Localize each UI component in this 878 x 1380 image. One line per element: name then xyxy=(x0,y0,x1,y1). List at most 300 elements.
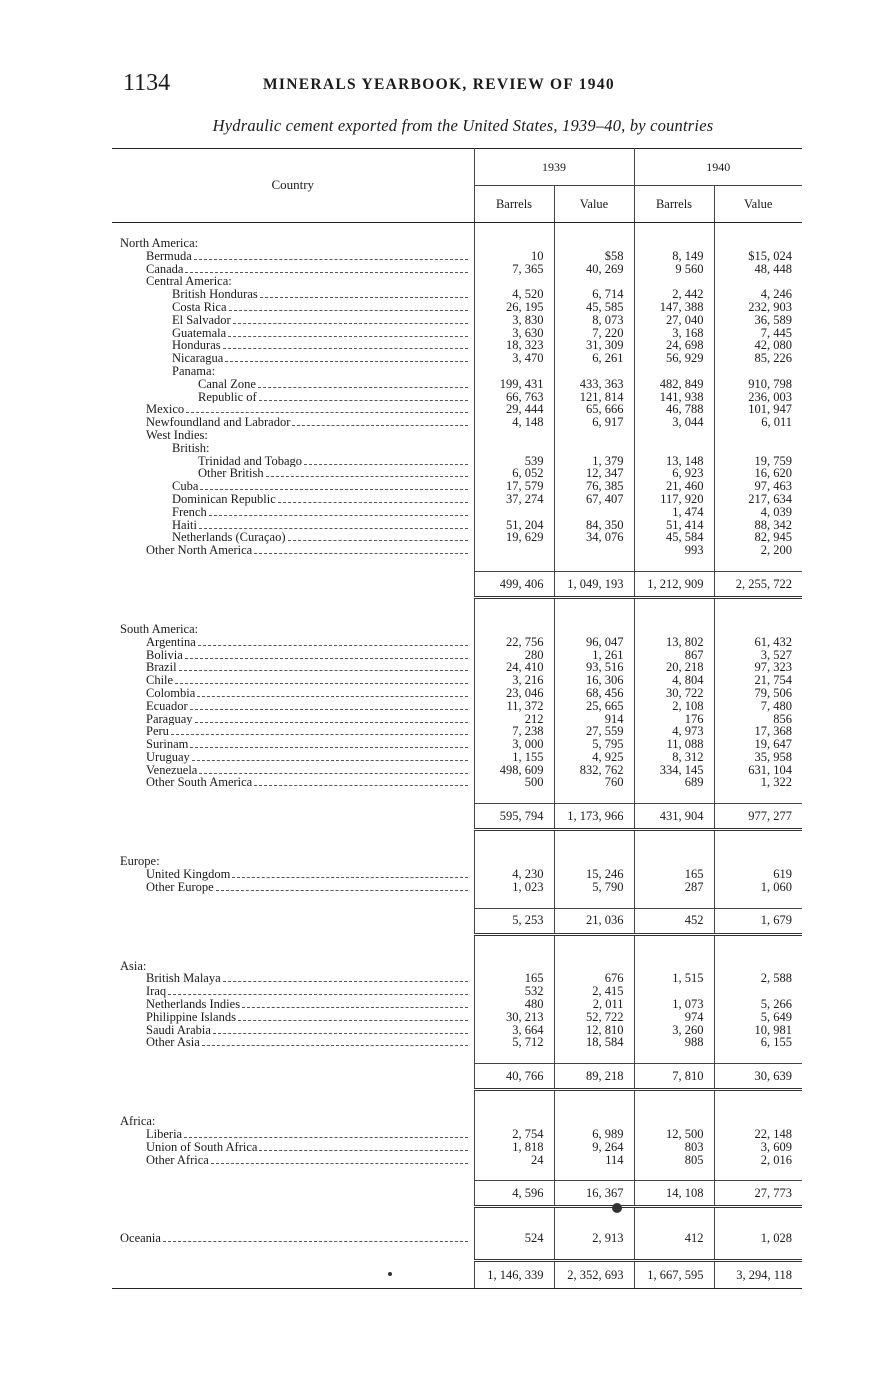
row-label-text: Ecuador xyxy=(146,699,188,713)
barrels-1939-cell xyxy=(474,442,554,455)
value-1939-cell: 5, 790 xyxy=(554,881,634,894)
spacer-row xyxy=(112,1090,802,1116)
value-1939-cell: 4, 925 xyxy=(554,751,634,764)
barrels-1940-cell: 334, 145 xyxy=(634,764,714,777)
row-label-text: Guatemala xyxy=(172,326,227,340)
row-label-text: Other Africa xyxy=(146,1153,209,1167)
country-label xyxy=(112,301,474,314)
dot-leader xyxy=(171,725,468,735)
value-1940-cell: 30, 639 xyxy=(714,1064,802,1090)
value-1940-cell: 1, 028 xyxy=(714,1232,802,1245)
row-label-text: Other British xyxy=(198,467,264,481)
row-label-text: Other Asia xyxy=(146,1036,200,1050)
value-1939-cell: 84, 350 xyxy=(554,519,634,532)
empty-cell xyxy=(554,237,634,250)
barrels-1939-cell: 199, 431 xyxy=(474,378,554,391)
row-label-text: Other Europe xyxy=(146,880,214,894)
value-1940-cell: 6, 155 xyxy=(714,1036,802,1049)
page-header xyxy=(123,70,803,100)
row-label-text: Bolivia xyxy=(146,648,183,662)
row-label-text: Dominican Republic xyxy=(172,492,276,506)
label-with-leader xyxy=(146,403,468,416)
label-with-leader xyxy=(172,288,468,301)
table-row xyxy=(112,868,802,881)
region-total-row xyxy=(112,1064,802,1090)
dot-leader xyxy=(278,493,468,503)
spacer-cell xyxy=(714,1245,802,1261)
value-1940-cell: 22, 148 xyxy=(714,1128,802,1141)
country-label xyxy=(112,250,474,263)
barrels-1940-cell: 1, 212, 909 xyxy=(634,571,714,597)
dot-leader xyxy=(184,1128,467,1138)
barrels-1940-cell: 4, 973 xyxy=(634,725,714,738)
value-1939-cell: 68, 456 xyxy=(554,687,634,700)
row-label-text: Bermuda xyxy=(146,249,192,263)
row-label-text: Mexico xyxy=(146,403,185,417)
barrels-1940-header: Barrels xyxy=(634,186,714,223)
barrels-1939-cell: 10 xyxy=(474,250,554,263)
country-label xyxy=(112,275,474,288)
value-1939-header: Value xyxy=(554,186,634,223)
value-1940-cell: 977, 277 xyxy=(714,804,802,830)
barrels-1940-cell: 141, 938 xyxy=(634,391,714,404)
barrels-1939-cell xyxy=(474,544,554,557)
value-1940-cell: 17, 368 xyxy=(714,725,802,738)
country-label xyxy=(112,1141,474,1154)
spacer-cell xyxy=(554,1245,634,1261)
value-1939-cell: 832, 762 xyxy=(554,764,634,777)
row-label-text: Asia: xyxy=(120,959,147,973)
barrels-1940-cell: 9 560 xyxy=(634,263,714,276)
row-label-text: British Honduras xyxy=(172,288,258,301)
barrels-1940-cell: 412 xyxy=(634,1232,714,1245)
country-label xyxy=(112,661,474,674)
row-label-text: French xyxy=(172,505,207,519)
grand-total-row xyxy=(112,1261,802,1289)
value-1940-cell: 48, 448 xyxy=(714,263,802,276)
row-label-text: Chile xyxy=(146,674,174,687)
label-with-leader xyxy=(146,1154,468,1167)
spacer-cell xyxy=(554,934,634,960)
label-with-leader xyxy=(146,1141,468,1154)
country-label xyxy=(112,738,474,751)
country-label xyxy=(112,288,474,301)
value-1940-cell: 619 xyxy=(714,868,802,881)
country-label xyxy=(112,1024,474,1037)
barrels-1939-cell: 66, 763 xyxy=(474,391,554,404)
row-label-text: Saudi Arabia xyxy=(146,1023,211,1037)
barrels-1939-cell: 5, 253 xyxy=(474,908,554,934)
value-1939-cell: 89, 218 xyxy=(554,1064,634,1090)
country-label xyxy=(112,1036,474,1049)
value-1940-cell: 101, 947 xyxy=(714,403,802,416)
spacer-row xyxy=(112,934,802,960)
label-with-leader xyxy=(146,700,468,713)
barrels-1940-cell: 21, 460 xyxy=(634,480,714,493)
dot-leader xyxy=(185,649,468,659)
row-label-text: Newfoundland and Labrador xyxy=(146,416,291,429)
row-label-text: Netherlands (Curaçao) xyxy=(172,531,286,545)
value-1939-cell: 5, 795 xyxy=(554,738,634,751)
spacer-cell xyxy=(634,934,714,960)
page-number: 1134 xyxy=(123,70,171,96)
dot-leader xyxy=(163,1232,468,1242)
value-1940-header: Value xyxy=(714,186,802,223)
value-1939-cell: 16, 367 xyxy=(554,1181,634,1207)
region-total-row xyxy=(112,571,802,597)
barrels-1940-cell: 7, 810 xyxy=(634,1064,714,1090)
barrels-1939-cell: 7, 365 xyxy=(474,263,554,276)
row-label-text: Colombia xyxy=(146,686,196,700)
barrels-1940-cell: 13, 802 xyxy=(634,636,714,649)
label-with-leader xyxy=(146,250,468,263)
dot-leader xyxy=(211,1154,468,1164)
spacer-cell xyxy=(634,1166,714,1181)
barrels-1939-cell: 51, 204 xyxy=(474,519,554,532)
row-label-text: Honduras xyxy=(172,339,221,353)
spacer-cell xyxy=(474,789,554,804)
barrels-1940-cell: 3, 168 xyxy=(634,327,714,340)
label-with-leader xyxy=(172,506,468,519)
barrels-1939-cell: 500 xyxy=(474,776,554,789)
ink-speck xyxy=(388,1272,392,1276)
barrels-1940-cell: 1, 667, 595 xyxy=(634,1261,714,1289)
label-with-leader xyxy=(198,467,468,480)
country-label xyxy=(112,1232,474,1245)
barrels-1939-cell: 595, 794 xyxy=(474,804,554,830)
spacer-row xyxy=(112,1049,802,1064)
country-label xyxy=(112,725,474,738)
label-with-leader xyxy=(146,776,468,789)
dot-leader xyxy=(292,416,467,426)
spacer-cell xyxy=(634,1207,714,1233)
country-label xyxy=(112,713,474,726)
cement-exports-table-container xyxy=(112,148,802,1289)
row-label-text: Costa Rica xyxy=(172,300,227,314)
barrels-1940-cell: 56, 929 xyxy=(634,352,714,365)
spacer-row xyxy=(112,1207,802,1233)
table-row xyxy=(112,429,802,442)
spacer-cell xyxy=(474,1090,554,1116)
spacer-cell xyxy=(714,1049,802,1064)
table-row xyxy=(112,314,802,327)
value-1939-cell: 6, 714 xyxy=(554,288,634,301)
value-1940-cell: 5, 266 xyxy=(714,998,802,1011)
value-1940-cell: 16, 620 xyxy=(714,467,802,480)
barrels-1939-cell: 1, 818 xyxy=(474,1141,554,1154)
label-with-leader xyxy=(146,738,468,751)
barrels-1939-cell: 29, 444 xyxy=(474,403,554,416)
label-with-leader xyxy=(146,416,468,429)
dot-leader xyxy=(179,661,468,671)
barrels-1939-cell: 6, 052 xyxy=(474,467,554,480)
value-1940-cell: 7, 480 xyxy=(714,700,802,713)
barrels-1939-cell: 1, 023 xyxy=(474,881,554,894)
value-1939-cell: 25, 665 xyxy=(554,700,634,713)
barrels-1939-cell xyxy=(474,506,554,519)
spacer-cell xyxy=(714,830,802,856)
dot-leader xyxy=(186,403,467,413)
barrels-1940-cell: 2, 442 xyxy=(634,288,714,301)
barrels-1940-cell: 45, 584 xyxy=(634,531,714,544)
region-total-row xyxy=(112,804,802,830)
value-1940-cell: 3, 294, 118 xyxy=(714,1261,802,1289)
barrels-1940-cell: 27, 040 xyxy=(634,314,714,327)
barrels-1939-cell: 24, 410 xyxy=(474,661,554,674)
barrels-1940-cell: 165 xyxy=(634,868,714,881)
value-1939-cell: 31, 309 xyxy=(554,339,634,352)
barrels-1940-cell: 51, 414 xyxy=(634,519,714,532)
row-label-text: Other North America xyxy=(146,544,253,557)
dot-leader xyxy=(259,391,468,401)
barrels-1939-cell: 532 xyxy=(474,985,554,998)
dot-leader xyxy=(198,636,468,646)
country-label xyxy=(112,467,474,480)
value-1939-cell: 34, 076 xyxy=(554,531,634,544)
barrels-1940-cell: 6, 923 xyxy=(634,467,714,480)
empty-cell xyxy=(634,237,714,250)
oceania-row xyxy=(112,1232,802,1245)
spacer-cell xyxy=(474,1166,554,1181)
barrels-1940-cell: 993 xyxy=(634,544,714,557)
barrels-1939-cell: 18, 323 xyxy=(474,339,554,352)
dot-leader xyxy=(216,881,468,891)
barrels-1940-cell: 13, 148 xyxy=(634,455,714,468)
table-row xyxy=(112,493,802,506)
barrels-1940-cell: 11, 088 xyxy=(634,738,714,751)
barrels-1940-cell: 46, 788 xyxy=(634,403,714,416)
country-label xyxy=(112,998,474,1011)
barrels-1939-cell: 3, 000 xyxy=(474,738,554,751)
spacer-cell xyxy=(112,1049,474,1064)
country-label xyxy=(112,339,474,352)
row-label-text: Other South America xyxy=(146,776,253,790)
dot-leader xyxy=(209,506,468,516)
barrels-1939-cell: 37, 274 xyxy=(474,493,554,506)
value-1940-cell: 7, 445 xyxy=(714,327,802,340)
table-body xyxy=(112,223,802,1289)
value-1939-cell xyxy=(554,365,634,378)
value-1939-cell: 96, 047 xyxy=(554,636,634,649)
value-1939-cell: 8, 073 xyxy=(554,314,634,327)
barrels-1940-cell: 147, 388 xyxy=(634,301,714,314)
value-1940-cell: 232, 903 xyxy=(714,301,802,314)
label-with-leader xyxy=(146,881,468,894)
running-head: MINERALS YEARBOOK, REVIEW OF 1940 xyxy=(263,76,615,93)
region-total-row xyxy=(112,908,802,934)
spacer-cell xyxy=(634,1049,714,1064)
country-label xyxy=(112,506,474,519)
spacer-cell xyxy=(112,597,474,623)
country-label xyxy=(112,519,474,532)
label-with-leader xyxy=(146,985,468,998)
barrels-1939-cell: 4, 520 xyxy=(474,288,554,301)
barrels-1940-cell: 176 xyxy=(634,713,714,726)
table-row xyxy=(112,301,802,314)
row-label-text: Peru xyxy=(146,725,169,739)
barrels-1940-cell: 12, 500 xyxy=(634,1128,714,1141)
barrels-1940-cell: 2, 108 xyxy=(634,700,714,713)
label-with-leader xyxy=(146,263,468,276)
table-row xyxy=(112,544,802,557)
spacer-cell xyxy=(474,597,554,623)
table-row xyxy=(112,352,802,365)
country-label xyxy=(112,1154,474,1167)
value-1940-cell: 4, 246 xyxy=(714,288,802,301)
empty-cell xyxy=(554,623,634,636)
dot-leader xyxy=(288,531,468,541)
country-label xyxy=(112,1011,474,1024)
empty-cell xyxy=(634,623,714,636)
row-label-text: Haiti xyxy=(172,518,197,532)
table-row xyxy=(112,365,802,378)
country-label xyxy=(112,764,474,777)
spacer-cell xyxy=(714,223,802,238)
dot-leader xyxy=(259,1141,467,1151)
dot-leader xyxy=(233,314,468,324)
label-with-leader xyxy=(172,493,468,506)
value-1939-cell: 6, 261 xyxy=(554,352,634,365)
value-1940-cell: 21, 754 xyxy=(714,674,802,687)
country-label xyxy=(112,365,474,378)
value-1940-cell: 97, 463 xyxy=(714,480,802,493)
country-label xyxy=(112,327,474,340)
value-1940-cell: 4, 039 xyxy=(714,506,802,519)
value-1939-cell: 114 xyxy=(554,1154,634,1167)
dot-leader xyxy=(190,738,467,748)
value-1940-cell: 631, 104 xyxy=(714,764,802,777)
table-row xyxy=(112,776,802,789)
value-1939-cell: 9, 264 xyxy=(554,1141,634,1154)
barrels-1939-cell: 165 xyxy=(474,972,554,985)
barrels-1939-cell: 3, 830 xyxy=(474,314,554,327)
country-column-header: Country xyxy=(112,149,474,223)
spacer-cell xyxy=(554,557,634,572)
row-label-text: El Salvador xyxy=(172,313,231,327)
dot-leader xyxy=(194,250,468,260)
value-1939-cell: 67, 407 xyxy=(554,493,634,506)
table-row xyxy=(112,1141,802,1154)
spacer-cell xyxy=(112,1245,474,1261)
barrels-1939-cell: 17, 579 xyxy=(474,480,554,493)
spacer-cell xyxy=(112,894,474,909)
table-row xyxy=(112,416,802,429)
barrels-1940-cell: 988 xyxy=(634,1036,714,1049)
row-label-text: Trinidad and Tobago xyxy=(198,454,302,468)
spacer-cell xyxy=(714,894,802,909)
barrels-1940-cell: 14, 108 xyxy=(634,1181,714,1207)
dot-leader xyxy=(213,1024,468,1034)
row-label-text: Nicaragua xyxy=(172,352,224,365)
spacer-cell xyxy=(112,830,474,856)
barrels-1940-cell: 20, 218 xyxy=(634,661,714,674)
spacer-row xyxy=(112,830,802,856)
label-with-leader xyxy=(198,378,468,391)
region-heading xyxy=(112,855,474,868)
label-with-leader xyxy=(146,764,468,777)
dot-leader xyxy=(190,700,468,710)
dot-leader xyxy=(202,1036,468,1046)
row-label-text: British Malaya xyxy=(146,972,221,986)
value-1939-cell: 2, 011 xyxy=(554,998,634,1011)
country-label xyxy=(112,314,474,327)
spacer-cell xyxy=(112,223,474,238)
row-label-text: South America: xyxy=(120,622,199,636)
value-1940-cell: 19, 759 xyxy=(714,455,802,468)
row-label-text: Brazil xyxy=(146,661,177,675)
value-1939-cell: 16, 306 xyxy=(554,674,634,687)
barrels-1940-cell: 689 xyxy=(634,776,714,789)
value-1940-cell: 61, 432 xyxy=(714,636,802,649)
table-row xyxy=(112,751,802,764)
spacer-cell xyxy=(634,223,714,238)
label-with-leader xyxy=(172,480,468,493)
barrels-1939-cell: 3, 630 xyxy=(474,327,554,340)
region-heading xyxy=(112,960,474,973)
label-with-leader xyxy=(172,301,468,314)
row-label-text: Panama: xyxy=(172,364,216,378)
table-row xyxy=(112,636,802,649)
value-1940-cell: 10, 981 xyxy=(714,1024,802,1037)
value-1940-cell: 1, 322 xyxy=(714,776,802,789)
barrels-1939-cell: 524 xyxy=(474,1232,554,1245)
dot-leader xyxy=(304,455,468,465)
row-label-text: Republic of xyxy=(198,390,257,404)
total-label-cell xyxy=(112,571,474,597)
dot-leader xyxy=(223,972,468,982)
value-1940-cell: 2, 255, 722 xyxy=(714,571,802,597)
label-with-leader xyxy=(146,713,468,726)
label-with-leader xyxy=(146,998,468,1011)
value-1939-cell: 21, 036 xyxy=(554,908,634,934)
row-label-text: Africa: xyxy=(120,1115,156,1129)
barrels-1939-cell: 3, 470 xyxy=(474,352,554,365)
dot-leader xyxy=(254,776,467,786)
value-1939-cell: 1, 379 xyxy=(554,455,634,468)
spacer-row xyxy=(112,223,802,238)
country-label xyxy=(112,378,474,391)
country-label xyxy=(112,442,474,455)
label-with-leader xyxy=(146,972,468,985)
spacer-cell xyxy=(474,894,554,909)
dot-leader xyxy=(266,467,468,477)
barrels-1939-cell: 1, 146, 339 xyxy=(474,1261,554,1289)
label-with-leader xyxy=(172,314,468,327)
value-1940-cell: 2, 200 xyxy=(714,544,802,557)
spacer-cell xyxy=(474,223,554,238)
table-caption: Hydraulic cement exported from the United States, 1939–40, by countries xyxy=(212,116,714,135)
country-label xyxy=(112,700,474,713)
barrels-1940-cell xyxy=(634,429,714,442)
country-label xyxy=(112,403,474,416)
value-1939-cell: 15, 246 xyxy=(554,868,634,881)
row-label-text: Canada xyxy=(146,262,184,276)
row-label-text: United Kingdom xyxy=(146,868,231,881)
barrels-1939-cell: 1, 155 xyxy=(474,751,554,764)
dot-leader xyxy=(225,352,467,362)
region-heading-row xyxy=(112,237,802,250)
label-with-leader xyxy=(146,751,468,764)
value-1940-cell: 2, 016 xyxy=(714,1154,802,1167)
value-1939-cell: 1, 049, 193 xyxy=(554,571,634,597)
value-1940-cell: 85, 226 xyxy=(714,352,802,365)
barrels-1939-cell: 498, 609 xyxy=(474,764,554,777)
label-with-leader xyxy=(146,649,468,662)
row-label-text: Paraguay xyxy=(146,712,193,726)
value-1940-cell: 856 xyxy=(714,713,802,726)
label-with-leader xyxy=(172,339,468,352)
spacer-cell xyxy=(474,557,554,572)
